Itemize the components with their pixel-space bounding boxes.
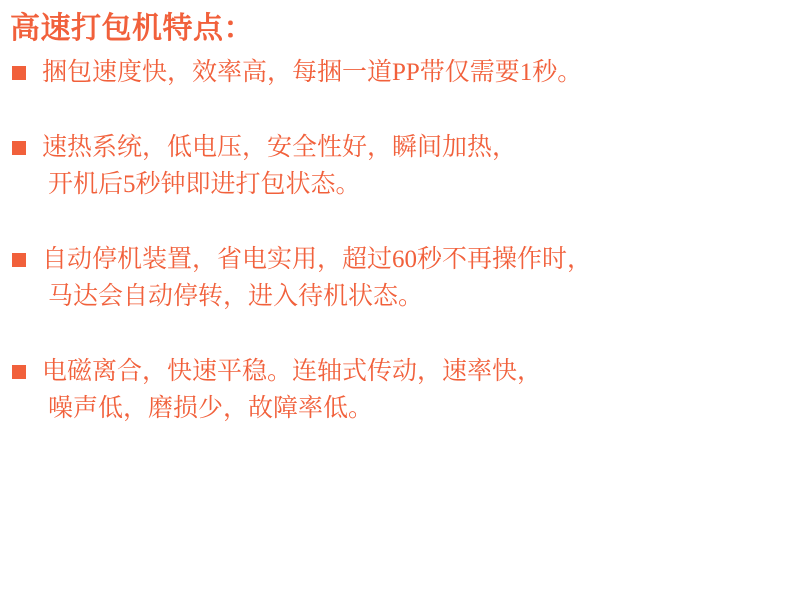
page-title: 高速打包机特点： — [10, 12, 254, 45]
square-bullet-icon — [12, 365, 26, 379]
square-bullet-icon — [12, 253, 26, 267]
list-item — [10, 353, 788, 427]
list-item — [10, 129, 788, 203]
bullet-line: 马达会自动停转，进入待机状态。 — [48, 283, 424, 310]
bullet-line: 捆包速度快，效率高，每捆一道PP带仅需要1秒。 — [42, 59, 583, 86]
bullet-line: 噪声低，磨损少，故障率低。 — [48, 395, 374, 422]
list-item — [10, 241, 788, 315]
bullet-line: 自动停机装置，省电实用，超过60秒不再操作时， — [42, 246, 593, 273]
list-item — [10, 54, 788, 91]
bullet-line: 电磁离合，快速平稳。连轴式传动，速率快， — [42, 358, 543, 385]
bullet-line: 开机后5秒钟即进打包状态。 — [48, 171, 361, 198]
feature-bullet-list — [10, 54, 788, 427]
square-bullet-icon — [12, 66, 26, 80]
square-bullet-icon — [12, 141, 26, 155]
bullet-line: 速热系统，低电压，安全性好，瞬间加热， — [42, 134, 518, 161]
